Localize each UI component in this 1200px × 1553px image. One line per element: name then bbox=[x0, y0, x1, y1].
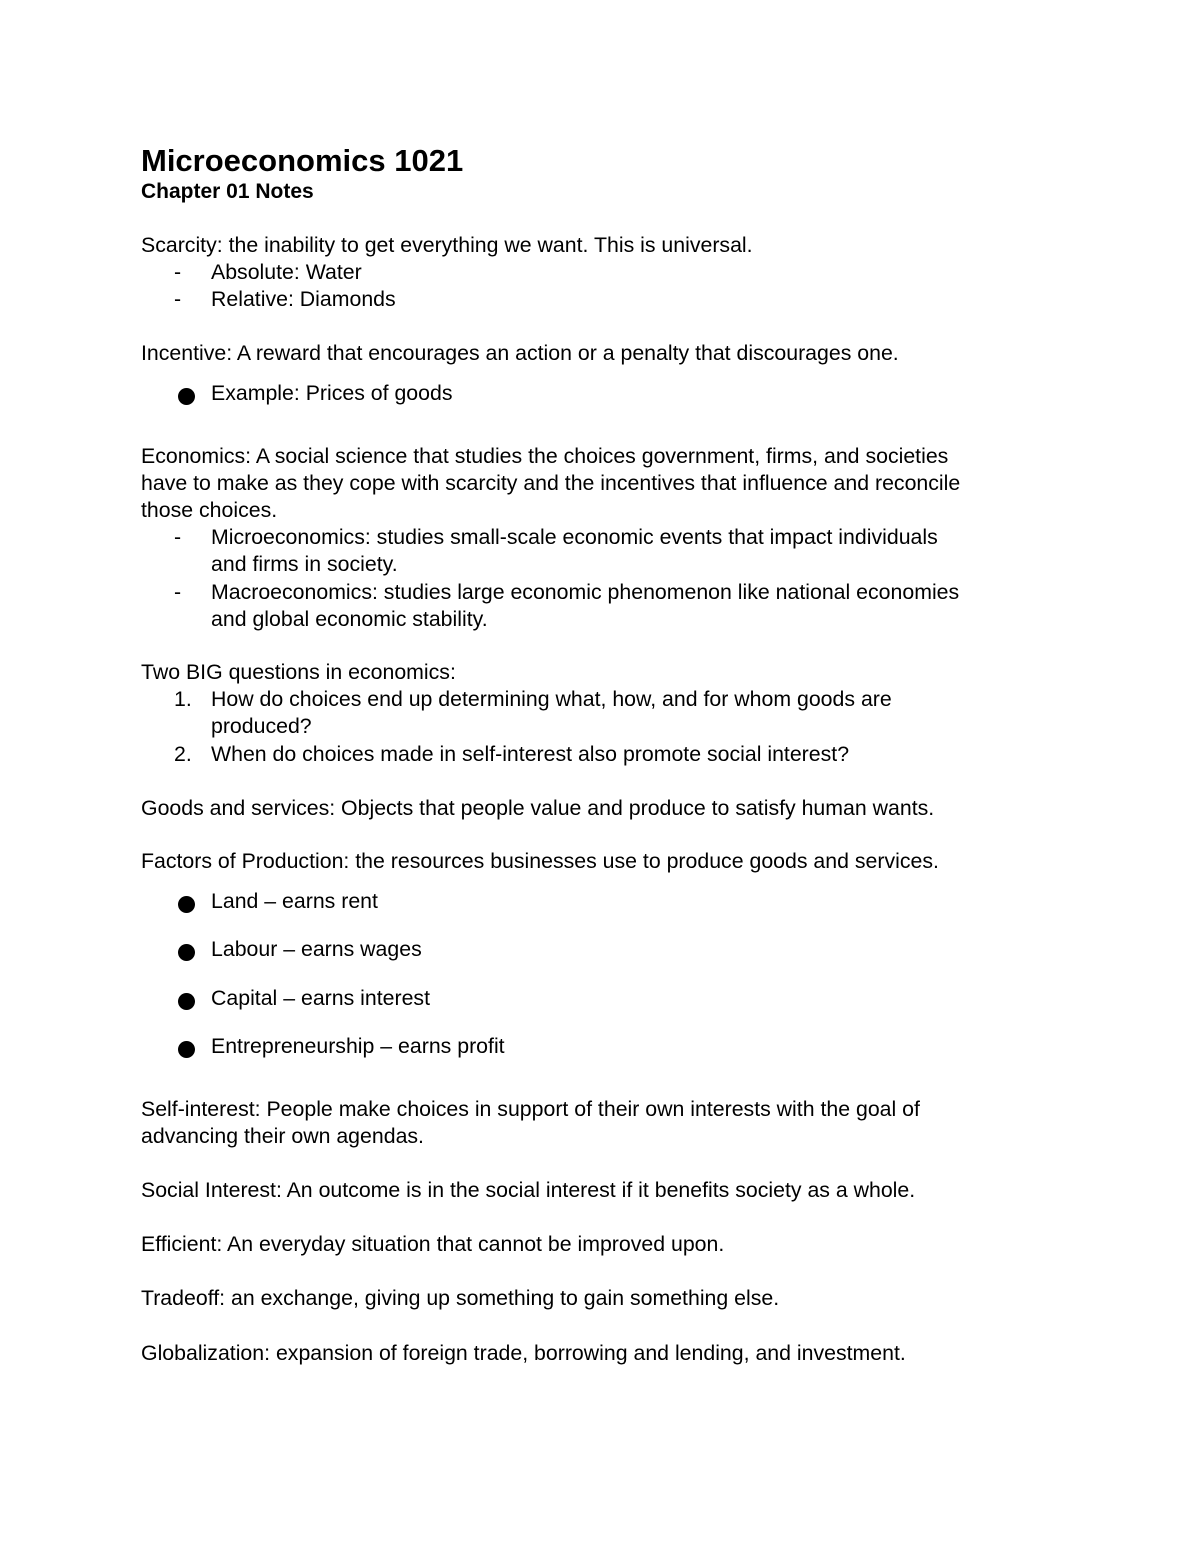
document-subtitle: Chapter 01 Notes bbox=[141, 180, 314, 203]
bullet-icon bbox=[178, 388, 195, 405]
tradeoff-definition: Tradeoff: an exchange, giving up something to gain something else. bbox=[141, 1286, 780, 1310]
bullet-icon bbox=[178, 1041, 195, 1058]
factor-item-labour: Labour – earns wages bbox=[211, 937, 422, 961]
economics-item-macro-line-1: Macroeconomics: studies large economic phenomenon like national economies bbox=[211, 580, 960, 604]
question-1-line-1: How do choices end up determining what, how, and for whom goods are bbox=[211, 687, 892, 711]
factor-item-capital: Capital – earns interest bbox=[211, 986, 431, 1010]
factors-definition: Factors of Production: the resources businesses use to produce goods and services. bbox=[141, 849, 939, 873]
social-interest-definition: Social Interest: An outcome is in the social interest if it benefits society as a whole. bbox=[141, 1178, 916, 1202]
big-questions-heading: Two BIG questions in economics: bbox=[141, 660, 456, 684]
dash-marker: - bbox=[174, 287, 182, 311]
question-number: 2. bbox=[174, 742, 192, 766]
question-number: 1. bbox=[174, 687, 192, 711]
self-interest-line-2: advancing their own agendas. bbox=[141, 1124, 424, 1148]
economics-definition-line-1: Economics: A social science that studies the choices government, firms, and societies bbox=[141, 444, 949, 468]
globalization-definition: Globalization: expansion of foreign trade, borrowing and lending, and investment. bbox=[141, 1341, 906, 1365]
dash-marker: - bbox=[174, 525, 182, 549]
factor-item-land: Land – earns rent bbox=[211, 889, 378, 913]
scarcity-item-absolute: Absolute: Water bbox=[211, 260, 362, 284]
factor-item-entrepreneurship: Entrepreneurship – earns profit bbox=[211, 1034, 505, 1058]
dash-marker: - bbox=[174, 260, 182, 284]
economics-item-micro-line-1: Microeconomics: studies small-scale economic events that impact individuals bbox=[211, 525, 938, 549]
economics-item-macro-line-2: and global economic stability. bbox=[211, 607, 488, 631]
efficient-definition: Efficient: An everyday situation that cannot be improved upon. bbox=[141, 1232, 725, 1256]
question-2-line-1: When do choices made in self-interest also promote social interest? bbox=[211, 742, 850, 766]
bullet-icon bbox=[178, 944, 195, 961]
scarcity-item-relative: Relative: Diamonds bbox=[211, 287, 396, 311]
question-1-line-2: produced? bbox=[211, 714, 312, 738]
bullet-icon bbox=[178, 993, 195, 1010]
self-interest-line-1: Self-interest: People make choices in support of their own interests with the goal of bbox=[141, 1097, 920, 1121]
goods-services-definition: Goods and services: Objects that people value and produce to satisfy human wants. bbox=[141, 796, 935, 820]
dash-marker: - bbox=[174, 580, 182, 604]
document-title: Microeconomics 1021 bbox=[141, 143, 464, 178]
economics-definition-line-2: have to make as they cope with scarcity and the incentives that influence and reconcile bbox=[141, 471, 961, 495]
incentive-definition: Incentive: A reward that encourages an action or a penalty that discourages one. bbox=[141, 341, 899, 365]
economics-definition-line-3: those choices. bbox=[141, 498, 278, 522]
incentive-item-example: Example: Prices of goods bbox=[211, 381, 453, 405]
economics-item-micro-line-2: and firms in society. bbox=[211, 552, 398, 576]
scarcity-definition: Scarcity: the inability to get everything we want. This is universal. bbox=[141, 233, 753, 257]
bullet-icon bbox=[178, 896, 195, 913]
